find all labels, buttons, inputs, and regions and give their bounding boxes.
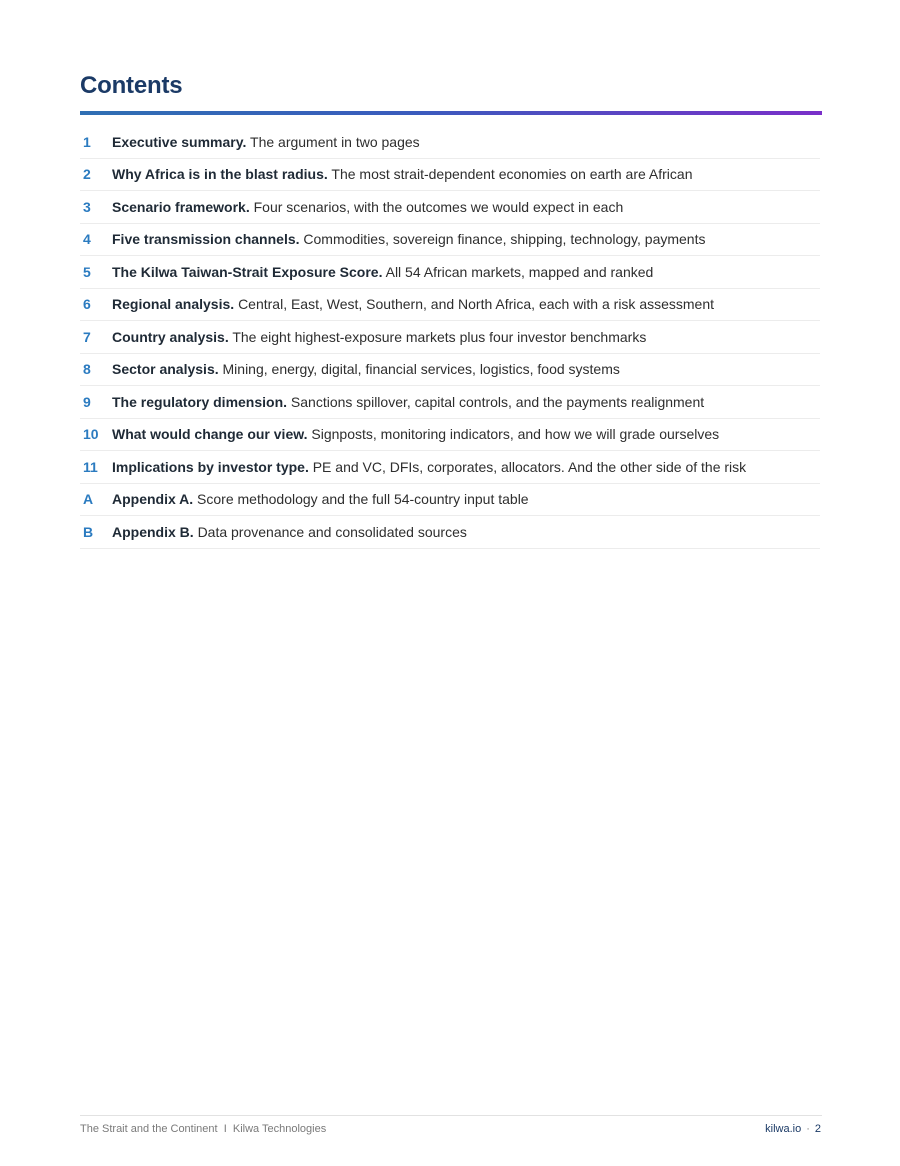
footer-site-link[interactable]: kilwa.io (765, 1123, 802, 1135)
toc-entry-number: 5 (83, 263, 91, 280)
toc-entry-heading: The Kilwa Taiwan-Strait Exposure Score. (112, 263, 383, 280)
toc-entry-number: 11 (83, 458, 98, 475)
toc-entry-2[interactable] (80, 159, 820, 192)
toc-entry-5[interactable] (80, 256, 820, 289)
toc-entry-description: Sanctions spillover, capital controls, and the payments realignment (290, 393, 705, 410)
toc-entry-text (112, 165, 692, 183)
toc-entry-6[interactable] (80, 289, 820, 322)
footer-separator: · (806, 1123, 810, 1135)
toc-entry-heading: Scenario framework. (112, 198, 250, 215)
toc-entry-text (112, 328, 646, 346)
toc-entry-text (112, 458, 746, 476)
title-divider (80, 111, 822, 115)
toc-entry-appendix-a[interactable] (80, 484, 820, 517)
toc-entry-heading: Appendix B. (112, 523, 194, 540)
toc-entry-heading: Implications by investor type. (112, 458, 309, 475)
toc-entry-text (112, 263, 653, 281)
toc-entry-text (112, 523, 467, 541)
toc-entry-number: 10 (83, 426, 99, 443)
toc-entry-text (112, 490, 529, 508)
toc-entry-number: 7 (83, 328, 91, 345)
toc-entry-heading: The regulatory dimension. (112, 393, 288, 410)
toc-entry-description: Commodities, sovereign finance, shipping, technology, payments (303, 231, 706, 248)
toc-entry-description: Data provenance and consolidated sources (197, 523, 467, 540)
toc-entry-description: The most strait-dependent economies on earth are African (331, 166, 693, 183)
toc-entry-number: A (83, 491, 94, 508)
toc-entry-description: The eight highest-exposure markets plus four investor benchmarks (232, 328, 647, 345)
toc-entry-heading: What would change our view. (112, 426, 308, 443)
toc-entry-text (112, 133, 420, 151)
toc-entry-number: 8 (83, 361, 91, 378)
toc-entry-number: 3 (83, 198, 91, 215)
toc-entry-description: Score methodology and the full 54-country input table (197, 491, 529, 508)
toc-entry-description: Central, East, West, Southern, and North Africa, each with a risk assessment (238, 296, 715, 313)
toc-entry-text (112, 295, 714, 313)
toc-entry-3[interactable] (80, 191, 820, 224)
toc-entry-number: 6 (83, 296, 91, 313)
toc-entry-4[interactable] (80, 224, 820, 257)
toc-entry-1[interactable] (80, 126, 820, 159)
toc-entry-heading: Regional analysis. (112, 296, 235, 313)
footer-page-info (765, 1123, 821, 1135)
toc-entry-11[interactable] (80, 451, 820, 484)
toc-entry-number: 4 (83, 231, 91, 248)
toc-entry-number: 2 (83, 166, 91, 183)
toc-entry-9[interactable] (80, 386, 820, 419)
toc-entry-number: B (83, 523, 94, 540)
toc-entry-text (112, 198, 623, 216)
toc-entry-text (112, 230, 705, 248)
toc-entry-number: 9 (83, 393, 91, 410)
toc-entry-description: Signposts, monitoring indicators, and how we will grade ourselves (311, 426, 720, 443)
toc-entry-description: Four scenarios, with the outcomes we would expect in each (253, 198, 624, 215)
toc-entry-heading: Why Africa is in the blast radius. (112, 166, 328, 183)
toc-entry-heading: Five transmission channels. (112, 231, 300, 248)
toc-entry-10[interactable] (80, 419, 820, 452)
toc-entry-heading: Appendix A. (112, 491, 194, 508)
toc-entry-heading: Executive summary. (112, 133, 247, 150)
page-title: Contents (80, 72, 183, 99)
toc-entry-heading: Country analysis. (112, 328, 229, 345)
toc-entry-description: All 54 African markets, mapped and ranked (385, 263, 654, 280)
footer-divider (80, 1115, 822, 1116)
footer-document-title: The Strait and the Continent I Kilwa Technologies (80, 1123, 327, 1135)
toc-entry-text (112, 425, 719, 443)
toc-entry-description: PE and VC, DFIs, corporates, allocators. And the other side of the risk (312, 458, 747, 475)
toc-entry-description: Mining, energy, digital, financial services, logistics, food systems (222, 361, 620, 378)
toc-entry-heading: Sector analysis. (112, 361, 219, 378)
toc-entry-number: 1 (83, 133, 91, 150)
toc-entry-text (112, 393, 704, 411)
toc-entry-8[interactable] (80, 354, 820, 387)
table-of-contents (80, 126, 820, 549)
toc-entry-text (112, 360, 620, 378)
page-number: 2 (814, 1123, 821, 1135)
toc-entry-description: The argument in two pages (250, 133, 420, 150)
toc-entry-appendix-b[interactable] (80, 516, 820, 549)
toc-entry-7[interactable] (80, 321, 820, 354)
